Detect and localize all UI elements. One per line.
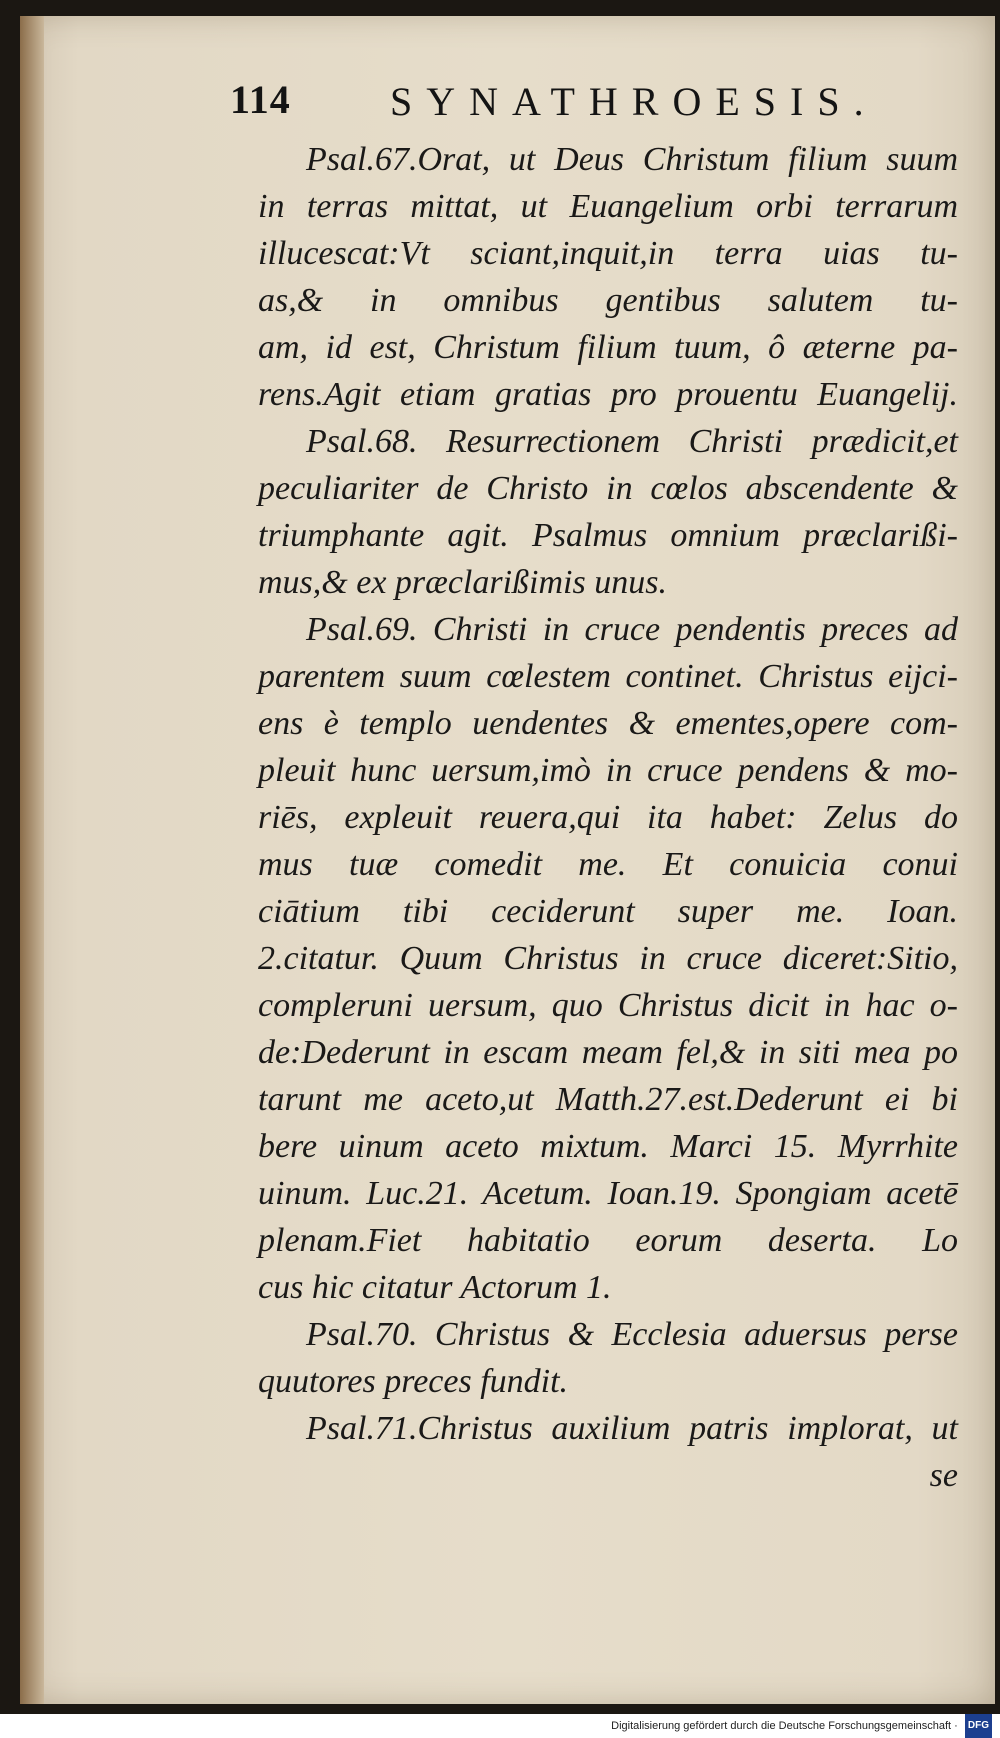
book-page: [20, 16, 995, 1704]
text-line: ciātium tibi ceciderunt super me. Ioan.: [258, 893, 958, 930]
funding-credit: Digitalisierung gefördert durch die Deutsche Forschungsgemeinschaft ·: [611, 1719, 958, 1732]
text-line: mus tuæ comedit me. Et conuicia conui: [258, 846, 958, 883]
text-line: bere uinum aceto mixtum. Marci 15. Myrrhite: [258, 1128, 958, 1165]
text-line: Psal.68. Resurrectionem Christi prædicit,et: [306, 423, 958, 460]
dfg-logo: DFG: [965, 1714, 992, 1738]
text-line: cus hic citatur Actorum 1.: [258, 1269, 612, 1306]
text-line: mus,& ex præclarißimis unus.: [258, 564, 667, 601]
body-text: [258, 136, 958, 1499]
text-line: Psal.67.Orat, ut Deus Christum filium suum: [306, 141, 958, 178]
text-line: ens è templo uendentes & ementes,opere com-: [258, 705, 958, 742]
text-line: peculiariter de Christo in cœlos abscendente &: [258, 470, 958, 507]
running-title: SYNATHROESIS.: [390, 79, 878, 124]
text-line: parentem suum cœlestem continet. Christus eijci-: [258, 658, 958, 695]
page-number: 114: [230, 77, 291, 122]
text-line: in terras mittat, ut Euangelium orbi terrarum: [258, 188, 958, 225]
text-line: compleruni uersum, quo Christus dicit in hac o-: [258, 987, 958, 1024]
text-line: rens.Agit etiam gratias pro prouentu Euangelij.: [258, 376, 958, 413]
text-line: Psal.71.Christus auxilium patris implorat, ut: [306, 1410, 958, 1447]
text-line: 2.citatur. Quum Christus in cruce diceret:Sitio,: [258, 940, 958, 977]
text-line: riēs, expleuit reuera,qui ita habet: Zelus do: [258, 799, 958, 836]
text-line: Psal.69. Christi in cruce pendentis preces ad: [306, 611, 958, 648]
text-line: as,& in omnibus gentibus salutem tu-: [258, 282, 958, 319]
page-header: [230, 76, 970, 136]
text-line: tarunt me aceto,ut Matth.27.est.Dederunt ei bi: [258, 1081, 958, 1118]
page-gutter: [20, 16, 44, 1704]
text-line: illucescat:Vt sciant,inquit,in terra uias tu-: [258, 235, 958, 272]
text-line: uinum. Luc.21. Acetum. Ioan.19. Spongiam acetē: [258, 1175, 958, 1212]
text-line: pleuit hunc uersum,imò in cruce pendens & mo-: [258, 752, 958, 789]
text-line: Psal.70. Christus & Ecclesia aduersus perse: [306, 1316, 958, 1353]
text-line: plenam.Fiet habitatio eorum deserta. Lo: [258, 1222, 958, 1259]
text-line: am, id est, Christum filium tuum, ô æterne pa-: [258, 329, 958, 366]
text-line: de:Dederunt in escam meam fel,& in siti mea po: [258, 1034, 958, 1071]
digitization-footer: [0, 1714, 1000, 1738]
text-line: triumphante agit. Psalmus omnium præclarißi-: [258, 517, 958, 554]
text-line: quutores preces fundit.: [258, 1363, 569, 1400]
catchword: se: [929, 1457, 958, 1494]
